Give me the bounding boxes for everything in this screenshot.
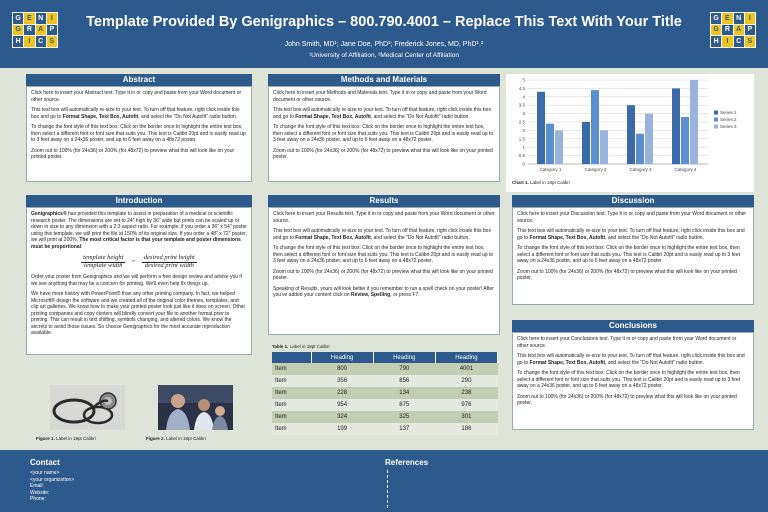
logo-letter: E: [722, 13, 732, 24]
table-caption: Table 1. Label in 18pt Calibri: [272, 344, 330, 349]
table-cell: Item: [272, 387, 311, 399]
introduction-textbox[interactable]: [26, 207, 252, 355]
poster-title[interactable]: Template Provided By Genigraphics – 800.790.4001 – Replace This Text With Your Title: [86, 14, 682, 30]
methods-p3: To change the font style of this text box: Click on the border once to highlight the entire text box, then select a different font or font size that suits you. This text is Calibri 20pt and is easily read up to 3 feet away on a 24x36 poster, and up to 6 feet away on a 48x72 poster.: [273, 124, 494, 143]
table-cell: 186: [435, 423, 497, 435]
table-cell: 325: [373, 411, 435, 423]
conclusions-p3: To change the font style of this text box: Click on the border once to highlight the entire text box, then select a different font or font size that suits you. This text is Calibri 20pt and is easily read up to 3 feet away on a 24x36 poster, and up to 6 feet away on a 48x72 poster.: [517, 370, 740, 389]
table-cell: 800: [311, 363, 373, 375]
logo-letter: I: [47, 13, 57, 24]
methods-heading: Methods and Materials: [268, 74, 500, 86]
logo-letter: G: [711, 13, 721, 24]
y-tick-label: 4: [522, 94, 525, 100]
conclusions-heading: Conclusions: [512, 320, 754, 332]
bar: [672, 88, 680, 164]
y-tick-label: 2.5: [518, 119, 525, 125]
y-tick-label: 3.5: [518, 102, 525, 108]
abstract-p3: To change the font style of this text box: Click on the border once to highlight the entire text box, then select a different font or font size that suits you. This text is Calibri 20pt and is easily read up to 3 feet away on a 24x36 poster, and up to 6 feet away on a 48x72 poster.: [31, 124, 246, 143]
figure-1-caption: Figure 1. Label in 18pt Calibri: [36, 436, 96, 441]
y-tick-label: 0: [522, 161, 525, 167]
results-p1: Click here to insert your Results text. Type it in or copy and paste from your Word document or other source.: [273, 211, 495, 224]
abstract-p1: Click here to insert your Abstract text. Type it in or copy and paste from your Word document or other source.: [31, 90, 242, 103]
bar: [600, 130, 608, 164]
legend-label: Series 1: [720, 110, 737, 115]
table-row: [272, 411, 498, 423]
x-tick-label: Category 4: [674, 167, 697, 172]
table-cell: 324: [311, 411, 373, 423]
y-tick-label: 2: [522, 127, 525, 133]
y-tick-label: 0.5: [518, 153, 525, 159]
table-cell: Item: [272, 399, 311, 411]
logo-letter: A: [36, 25, 46, 36]
methods-p1: Click here to insert your Methods and Materials text. Type it in or copy and paste from your Word document or other source.: [273, 90, 487, 103]
table-cell: 954: [311, 399, 373, 411]
table-cell: 4001: [435, 363, 497, 375]
logo-letter: G: [13, 25, 23, 36]
discussion-p4: Zoom out to 100% (for 24x36) or 200% (for 48x72) to preview what this will look like on your printed poster.: [517, 268, 737, 281]
table-cell: Item: [272, 411, 311, 423]
logo-letter: N: [36, 13, 46, 24]
y-tick-label: 5: [522, 77, 525, 83]
contact-email: Email:: [30, 483, 44, 489]
bar: [591, 90, 599, 164]
table-cell: 356: [311, 375, 373, 387]
abstract-heading: Abstract: [26, 74, 252, 86]
contact-organization: <your organization>: [30, 476, 75, 483]
contact-heading: Contact: [30, 458, 60, 467]
logo-letter: R: [722, 25, 732, 36]
results-p5: Speaking of Results, yours will look better if you remember to run a spell check on your poster! After you've added your content click on Review, Spelling, or press F7.: [273, 285, 494, 298]
chart-caption: Chart 1. Label in 18pt Calibri: [512, 180, 570, 185]
data-table[interactable]: [272, 352, 498, 435]
conclusions-textbox[interactable]: [512, 332, 754, 430]
logo-letter: A: [734, 25, 744, 36]
logo-letter: R: [24, 25, 34, 36]
logo-letter: E: [24, 13, 34, 24]
table-cell: Item: [272, 363, 311, 375]
legend-swatch: [714, 111, 718, 115]
table-row: [272, 399, 498, 411]
intro-p2: Order your poster from Genigraphics and we will perform a free design review and advise you if we see anything that may be a concern for printing. We'll even help fix things up.: [31, 274, 242, 287]
y-tick-label: 4.5: [518, 85, 525, 91]
x-tick-label: Category 3: [629, 167, 652, 172]
table-cell: 134: [373, 387, 435, 399]
logo-letter: I: [24, 36, 34, 47]
logo-letter: G: [13, 13, 23, 24]
discussion-p2: This text box will automatically re-size to your text. To turn off that feature, right click inside this box and go to Format Shape, Text Box, Autofit, and select the "Do Not Autofit" radio button.: [517, 228, 745, 241]
table-cell: 790: [373, 363, 435, 375]
discussion-heading: Discussion: [512, 195, 754, 207]
bar-chart-svg: [506, 74, 754, 182]
contact-details[interactable]: [30, 470, 74, 503]
results-p2: This text box will automatically re-size to your text. To turn off that feature, right click inside this box and go to Format Shape, Text Box, Autofit, and select the "Do Not Autofit" radio button.: [273, 228, 491, 241]
logo-letter: C: [734, 36, 744, 47]
contact-name: <your name>: [30, 470, 60, 476]
methods-textbox[interactable]: [268, 86, 500, 182]
legend-swatch: [714, 118, 718, 122]
logo-letter: C: [36, 36, 46, 47]
conclusions-p4: Zoom out to 100% (for 24x36) or 200% (for 48x72) to preview what this will look like on your printed poster.: [517, 393, 737, 406]
poster-header: [0, 0, 768, 68]
logo-letter: N: [734, 13, 744, 24]
poster-affiliation[interactable]: ¹University of Affiliation, ²Medical Center of Affiliation: [308, 52, 460, 59]
proportion-formula: $\frac{\text{template height}}{\text{template width}}$ = $\frac{\text{desired print height}}{\text{desired print width}}$: [83, 254, 195, 269]
bar: [537, 92, 545, 164]
abstract-textbox[interactable]: [26, 86, 252, 182]
introduction-heading: Introduction: [26, 195, 252, 207]
figure-2-patient-photo[interactable]: [158, 385, 233, 430]
table-row: [272, 363, 498, 375]
table-row: [272, 375, 498, 387]
doctor-patient-illustration: [158, 385, 233, 430]
table-cell: 976: [435, 399, 497, 411]
conclusions-p2: This text box will automatically re-size to your text. To turn off that feature, right click inside this box and go to Format Shape, Text Box, Autofit, and select the "Do Not Autofit" radio button.: [517, 353, 745, 366]
y-tick-label: 1.5: [518, 136, 525, 142]
y-tick-label: 3: [522, 111, 525, 117]
bar: [555, 130, 563, 164]
abstract-p2: This text box will automatically re-size to your text. To turn off that feature, right click inside this box and go to Format Shape, Text Box, Autofit, and select the "Do Not Autofit" radio button.: [31, 107, 240, 120]
logo-letter: H: [711, 36, 721, 47]
legend-swatch: [714, 125, 718, 129]
table-cell: 875: [373, 399, 435, 411]
logo-letter: S: [47, 36, 57, 47]
y-tick-label: 1: [522, 144, 525, 150]
table-cell: 137: [373, 423, 435, 435]
methods-p4: Zoom out to 100% (for 24x36) or 200% (for 48x72) to preview what this will look like on your printed poster.: [273, 147, 493, 160]
logo-letter: S: [745, 36, 755, 47]
table-header-cell: Heading: [311, 352, 373, 363]
results-textbox[interactable]: [268, 207, 500, 335]
discussion-textbox[interactable]: [512, 207, 754, 305]
stethoscope-illustration: [50, 385, 125, 430]
table-cell: 290: [435, 375, 497, 387]
x-tick-label: Category 1: [539, 167, 562, 172]
logo-letter: G: [711, 25, 721, 36]
intro-p3: We have more history with PowerPoint® than any other printing company. In fact, we helped Microsoft® design the software and we created all of the original color themes, templates, and clip art galleries. We know how to make your printed poster look just like it does on screen. Other printing companies and copy centers will blindly convert your file to another format prior to printing. This can result in text shifting, symbols changing, and altered colors. We know the secrets to avoid those issues. So choose Genigraphics for the most accurate reproduction available.: [31, 291, 246, 336]
table-row: [272, 423, 498, 435]
bar: [582, 122, 590, 164]
results-heading: Results: [268, 195, 500, 207]
table-cell: 301: [435, 411, 497, 423]
discussion-p3: To change the font style of this text box: Click on the border once to highlight the entire text box, then select a different font or font size that suits you. This text is Calibri 20pt and is easily read up to 3 feet away on a 24x36 poster, and up to 6 feet away on a 48x72 poster.: [517, 245, 740, 264]
legend-label: Series 2: [720, 117, 737, 122]
methods-p2: This text box will automatically re-size to your text. To turn off that feature, right click inside this box and go to Format Shape, Text Box, Autofit, and select the "Do Not Autofit" radio button.: [273, 107, 491, 120]
references-textbox[interactable]: [387, 470, 388, 508]
bar: [636, 134, 644, 164]
abstract-p4: Zoom out to 100% (for 24x36) or 200% (for 48x72) to preview what this will look like on your printed poster.: [31, 147, 235, 160]
table-cell: Item: [272, 423, 311, 435]
table-cell: 199: [311, 423, 373, 435]
table-header-cell: Heading: [435, 352, 497, 363]
poster-authors[interactable]: John Smith, MD¹; Jane Doe, PhD²; Frederick Jones, MD, PhD¹˒²: [284, 41, 484, 48]
figure-2-caption: Figure 2. Label in 18pt Calibri: [146, 436, 206, 441]
table-cell: 238: [435, 387, 497, 399]
legend-label: Series 3: [720, 124, 737, 129]
contact-phone: Phone:: [30, 496, 46, 502]
bar: [645, 114, 653, 164]
genigraphics-logo-right: [710, 12, 756, 48]
bar: [681, 117, 689, 164]
logo-letter: I: [745, 13, 755, 24]
bar-chart[interactable]: [506, 74, 754, 192]
x-tick-label: Category 2: [584, 167, 607, 172]
logo-letter: P: [745, 25, 755, 36]
results-p4: Zoom out to 100% (for 24x36) or 200% (for 48x72) to preview what this will look like on your printed poster.: [273, 268, 493, 281]
figure-1-stethoscope-photo[interactable]: [50, 385, 125, 430]
table-cell: 856: [373, 375, 435, 387]
table-header-cell: [272, 352, 311, 363]
logo-letter: I: [722, 36, 732, 47]
table-header-cell: Heading: [373, 352, 435, 363]
bar: [546, 124, 554, 164]
bar: [627, 105, 635, 164]
genigraphics-logo: [12, 12, 58, 48]
logo-letter: P: [47, 25, 57, 36]
poster-footer: [0, 450, 768, 512]
results-p3: To change the font style of this text box: Click on the border once to highlight the entire text box, then select a different font or font size that suits you. This text is Calibri 20pt and is easily read up to 3 feet away on a 24x36 poster, and up to 6 feet away on a 48x72 poster.: [273, 245, 494, 264]
table-cell: Item: [272, 375, 311, 387]
table-cell: 228: [311, 387, 373, 399]
contact-website: Website:: [30, 489, 50, 496]
discussion-p1: Click here to insert your Discussion text. Type it in or copy and paste from your Word document or other source.: [517, 211, 747, 224]
bar: [690, 80, 698, 164]
logo-letter: H: [13, 36, 23, 47]
table-row: [272, 387, 498, 399]
intro-p1: Genigraphics® has provided this template to assist in preparation of a medical or scientific research poster. The dimensions are set to 24" high by 36" wide but prints can be scaled up or down in size to any dimension with a 2:3 aspect ratio. For example, if you order a 36" x 54" poster using this template, we will print the file at 150% of its original size. If you order a 48" x 72" poster, we will print at 200%. The most critical factor is that your template and poster dimensions must be proportional:: [31, 211, 247, 250]
references-heading: References: [385, 458, 429, 467]
conclusions-p1: Click here to insert your Conclusions text. Type it in or copy and paste from your Word document or other source.: [517, 336, 737, 349]
